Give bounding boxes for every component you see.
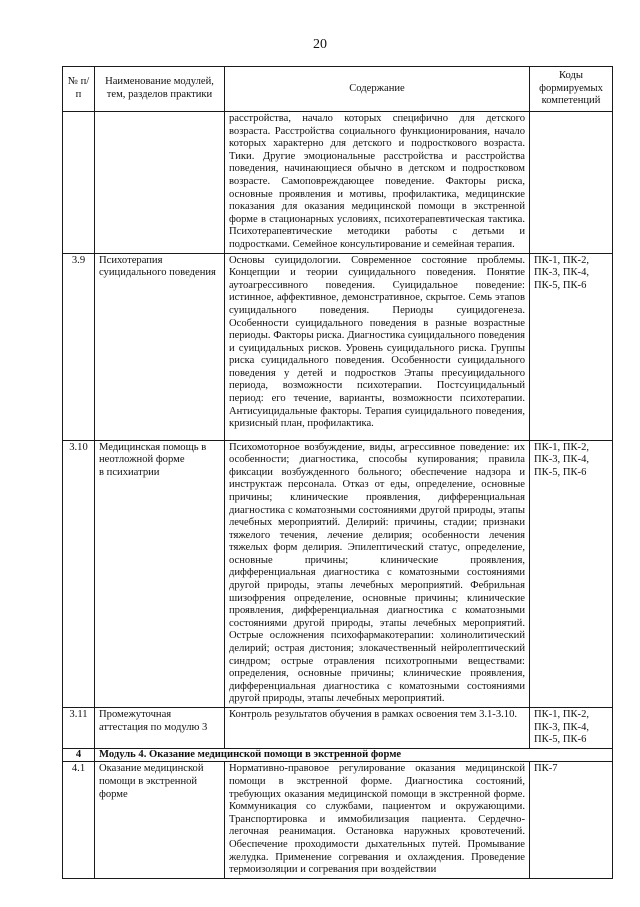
row-name: Промежуточная аттестация по модулю 3 <box>95 708 225 749</box>
row-content: Психомоторное возбуждение, виды, агрессивное поведение: их особенности; диагностика, способы купирования; правила фиксации возбужденного больного; обеспечение надзора и инструктаж персонала. Отказ от еды, определение, основные причины; клинические проявления, дифференциальная диагностика с коматозными состояниями другой природы, этапы лечебных мероприятий. Делирий: причины, стадии; признаки тяжелого течения, лечение делирия; особенности лечения тяжелых форм делирия. Эпилептический статус, определение, основные причины; клинические проявления, дифференциальная диагностика с коматозными состояниями другой природы, этапы лечебных мероприятий. Фебрильная шизофрения определение, основные причины; клинические проявления, дифференциальная диагностика с коматозными состояниями другой природы, этапы лечебных мероприятий. Острые осложнения психофармакотерапии: холинолитический делирий; острая дистония; злокачественный нейролептический синдром; острые отравления психотропными веществами: определения, основные причины; клинические проявления, дифференциальная диагностика с коматозными состояниями другой природы, этапы лечебных мероприятий. <box>225 440 530 707</box>
row-num <box>63 112 95 254</box>
row-name: Оказание медицинской помощи в экстренной форме <box>95 762 225 878</box>
row-num: 3.9 <box>63 253 95 440</box>
row-codes: ПК-1, ПК-2, ПК-3, ПК-4, ПК-5, ПК-6 <box>530 708 613 749</box>
row-content: Контроль результатов обучения в рамках освоения тем 3.1-3.10. <box>225 708 530 749</box>
row-name: Психотерапия суицидального поведения <box>95 253 225 440</box>
header-name: Наименование модулей, тем, разделов практики <box>95 67 225 112</box>
row-name-line: неотложной форме <box>99 454 185 466</box>
practice-content-table <box>62 66 613 879</box>
header-codes: Коды формируемых компетенций <box>530 67 613 112</box>
row-num: 3.10 <box>63 440 95 707</box>
header-content: Содержание <box>225 67 530 112</box>
table-row <box>63 708 613 749</box>
row-codes: ПК-7 <box>530 762 613 878</box>
table-row <box>63 253 613 440</box>
table-row <box>63 112 613 254</box>
table-row <box>63 440 613 707</box>
row-num: 4.1 <box>63 762 95 878</box>
page-number: 20 <box>313 37 327 52</box>
header-num: № п/п <box>63 67 95 112</box>
module-num: 4 <box>63 748 95 762</box>
module-title: Модуль 4. Оказание медицинской помощи в экстренной форме <box>95 748 613 762</box>
row-codes: ПК-1, ПК-2, ПК-3, ПК-4, ПК-5, ПК-6 <box>530 253 613 440</box>
row-codes: ПК-1, ПК-2, ПК-3, ПК-4, ПК-5, ПК-6 <box>530 440 613 707</box>
row-name-line: Медицинская помощь в <box>99 441 207 453</box>
row-codes <box>530 112 613 254</box>
row-name-line: в психиатрии <box>99 466 160 478</box>
row-name <box>95 112 225 254</box>
row-name <box>95 440 225 707</box>
table-header-row <box>63 67 613 112</box>
row-content: Основы суицидологии. Современное состояние проблемы. Концепции и теории суицидального поведения. Понятие аутоагрессивного поведения. Суицидальное поведение: истинное, аффективное, демонстративное, скрытое. Семь этапов суицидального поведения. Периоды суицидогенеза. Особенности суицидального поведения в разные возрастные периоды. Факторы риска. Диагностика суицидального поведения и суицидальных рисков. Уровень суицидального риска. Группы риска суицидального поведения. Особенности суицидального поведения у детей и подростков Этапы пресуицидального периода, возможности психотерапии. Постсуицидальный период: его течение, варианты, возможности психотерапии. Антисуицидальные факторы. Терапия суицидального поведения, кризисный план, профилактика. <box>225 253 530 440</box>
row-num: 3.11 <box>63 708 95 749</box>
table-row <box>63 762 613 878</box>
row-content: расстройства, начало которых специфично для детского возраста. Расстройства социального функционирования, начало которых характерно для детского и подросткового возраста. Тики. Другие эмоциональные расстройства и расстройства поведения, начинающиеся обычно в детском и подростковом возрасте. Самоповреждающее поведение. Факторы риска, основные проявления и мотивы, профилактика, медицинские показания для оказания медицинской помощи в экстренной форме в стационарных условиях, психотерапевтическая тактика. Психотерапевтические методики работы с детьми и подростками. Семейное консультирование и семейная терапия. <box>225 112 530 254</box>
row-content: Нормативно-правовое регулирование оказания медицинской помощи в экстренной форме. Диагностика состояний, требующих оказания медицинской помощи в экстренной форме. Коммуникация со службами, пациентом и окружающими. Транспортировка и иммобилизация пациента. Сердечно-легочная реанимация. Остановка наружных кровотечений. Обеспечение проходимости дыхательных путей. Промывание желудка. Применение согревания и охлаждения. Проведение термоизоляции и согревания при воздействии <box>225 762 530 878</box>
module-row <box>63 748 613 762</box>
